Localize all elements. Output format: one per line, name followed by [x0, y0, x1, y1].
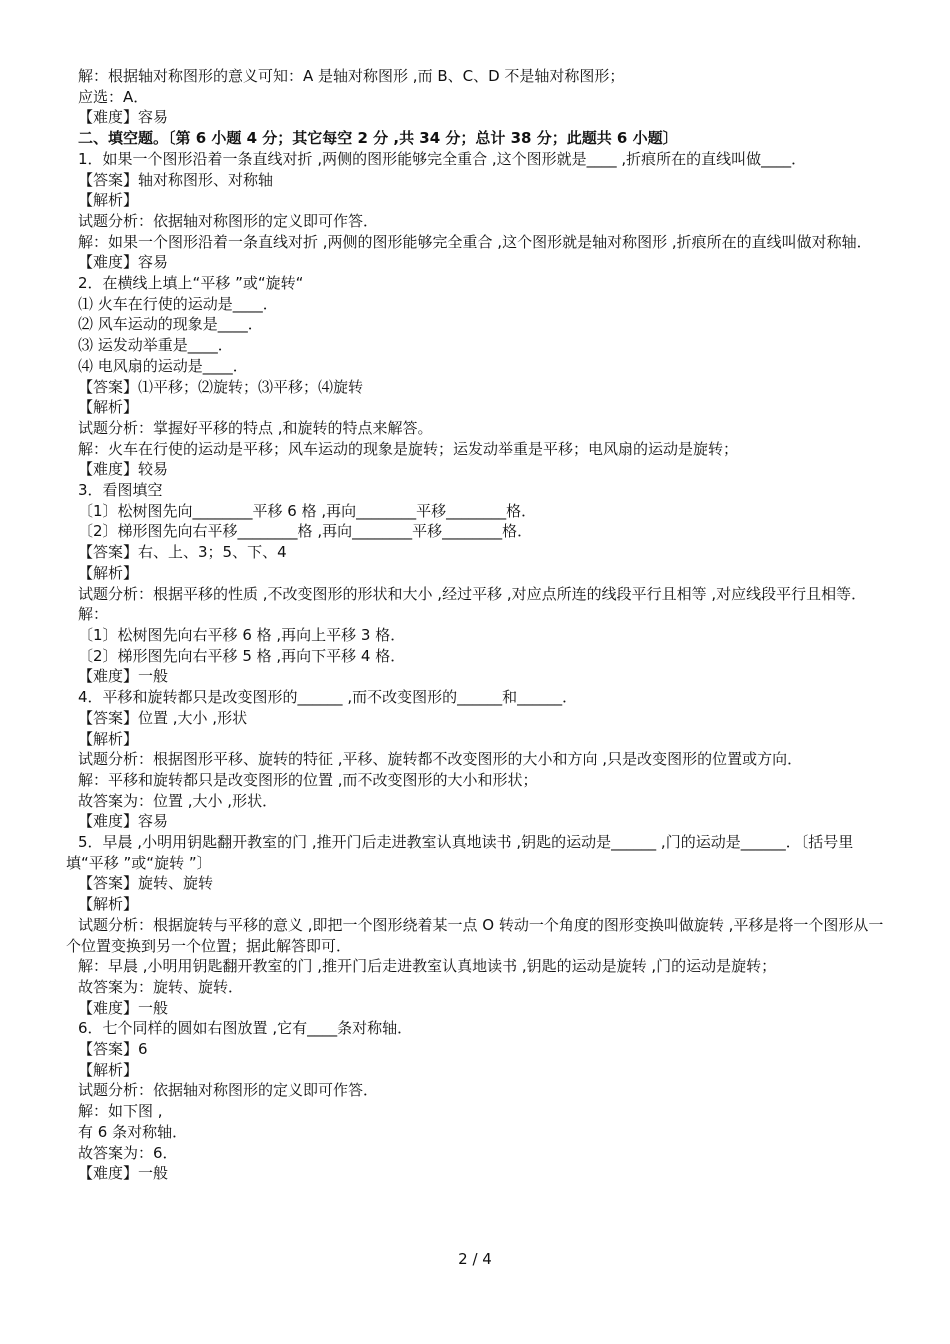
- text-line: 〔1〕松树图先向右平移 6 格 ,再向上平移 3 格．: [78, 625, 406, 644]
- text-line: 【解析】: [78, 729, 139, 748]
- text-line: 解：早晨 ,小明用钥匙翻开教室的门 ,推开门后走进教室认真地读书 ,钥匙的运动是旋转 ,门的运动是旋转；: [78, 957, 777, 976]
- text-line: 3．看图填空: [78, 481, 163, 500]
- text-line: 【解析】: [78, 191, 139, 210]
- text-line: ⑵ 风车运动的现象是____．: [78, 315, 263, 334]
- text-line: 【解析】: [78, 895, 139, 914]
- text-line: 6．七个同样的圆如右图放置 ,它有____条对称轴．: [78, 1019, 413, 1038]
- text-line: 4．平移和旋转都只是改变图形的______ ,而不改变图形的______和______．: [78, 688, 578, 707]
- text-line: 2．在横线上填上“平移 ”或“旋转“: [78, 274, 304, 293]
- text-line: 故答案为：旋转、旋转．: [78, 977, 244, 996]
- text-line: 〔2〕梯形图先向右平移________格 ,再向________平移________格．: [78, 522, 533, 541]
- text-line: 【难度】容易: [78, 812, 169, 831]
- text-line: 解：: [78, 605, 109, 624]
- text-line: 【答案】位置 ,大小 ,形状: [78, 708, 248, 727]
- text-line: 【答案】⑴平移；⑵旋转；⑶平移；⑷旋转: [78, 377, 364, 396]
- text-line: 试题分析：依据轴对称图形的定义即可作答．: [78, 1081, 379, 1100]
- text-line: 故答案为：6．: [78, 1143, 178, 1162]
- text-line: 解：如果一个图形沿着一条直线对折 ,两侧的图形能够完全重合 ,这个图形就是轴对称图形 ,折痕所在的直线叫做对称轴．: [78, 232, 872, 251]
- text-line: 故答案为：位置 ,大小 ,形状．: [78, 791, 278, 810]
- text-line: 〔2〕梯形图先向右平移 5 格 ,再向下平移 4 格．: [78, 646, 406, 665]
- text-line: 【难度】一般: [78, 667, 169, 686]
- text-line: 试题分析：根据平移的性质 ,不改变图形的形状和大小 ,经过平移 ,对应点所连的线段平行且相等 ,对应线段平行且相等．: [78, 584, 867, 603]
- text-line: 有 6 条对称轴．: [78, 1122, 188, 1141]
- text-line: 【答案】轴对称图形、对称轴: [78, 170, 274, 189]
- text-line: 【答案】右、上、3；5、下、4: [78, 543, 287, 562]
- text-line: ⑶ 运发动举重是____．: [78, 336, 233, 355]
- text-line: 应选：A．: [78, 87, 149, 106]
- text-line: 〔1〕松树图先向________平移 6 格 ,再向________平移________格．: [78, 501, 537, 520]
- text-line: 【难度】一般: [78, 1164, 169, 1183]
- text-line: 试题分析：掌握好平移的特点 ,和旋转的特点来解答。: [78, 418, 433, 437]
- text-line: 【难度】容易: [78, 108, 169, 127]
- text-line: 【解析】: [78, 398, 139, 417]
- text-line: 解：如下图 ,: [78, 1102, 163, 1121]
- text-line: 【解析】: [78, 563, 139, 582]
- text-line: 【难度】一般: [78, 998, 169, 1017]
- text-line: 解：根据轴对称图形的意义可知：A 是轴对称图形 ,而 B、C、D 不是轴对称图形；: [78, 67, 625, 85]
- text-line: ⑷ 电风扇的运动是____．: [78, 356, 248, 375]
- text-line: 【答案】旋转、旋转: [78, 874, 214, 893]
- page-number: 2 / 4: [458, 1250, 492, 1268]
- text-line: 试题分析：根据旋转与平移的意义 ,即把一个图形绕着某一点 O 转动一个角度的图形变换叫做旋转 ,平移是将一个图形从一个位置变换到另一个位置；据此解答即可．: [66, 915, 884, 955]
- text-line: 二、填空题。〔第 6 小题 4 分；其它每空 2 分 ,共 34 分；总计 38 分；此题共 6 小题〕: [78, 129, 678, 148]
- text-line: 【难度】较易: [78, 460, 169, 479]
- text-line: 【解析】: [78, 1060, 139, 1079]
- text-line: 【难度】容易: [78, 253, 169, 272]
- text-line: ⑴ 火车在行使的运动是____．: [78, 294, 278, 313]
- text-line: 【答案】6: [78, 1040, 148, 1059]
- text-line: 解：火车在行使的运动是平移；风车运动的现象是旋转；运发动举重是平移；电风扇的运动是旋转；: [78, 439, 739, 458]
- text-line: 1．如果一个图形沿着一条直线对折 ,两侧的图形能够完全重合 ,这个图形就是____ ,折痕所在的直线叫做____．: [78, 149, 807, 168]
- text-line: 5．早晨 ,小明用钥匙翻开教室的门 ,推开门后走进教室认真地读书 ,钥匙的运动是______ ,门的运动是______．〔括号里填“平移 ”或“旋转 ”〕: [66, 833, 854, 872]
- text-line: 试题分析：根据图形平移、旋转的特征 ,平移、旋转都不改变图形的大小和方向 ,只是改变图形的位置或方向．: [78, 750, 803, 769]
- text-line: 试题分析：依据轴对称图形的定义即可作答．: [78, 211, 379, 230]
- document-body: [66, 66, 886, 1184]
- text-line: 解：平移和旋转都只是改变图形的位置 ,而不改变图形的大小和形状；: [78, 770, 538, 789]
